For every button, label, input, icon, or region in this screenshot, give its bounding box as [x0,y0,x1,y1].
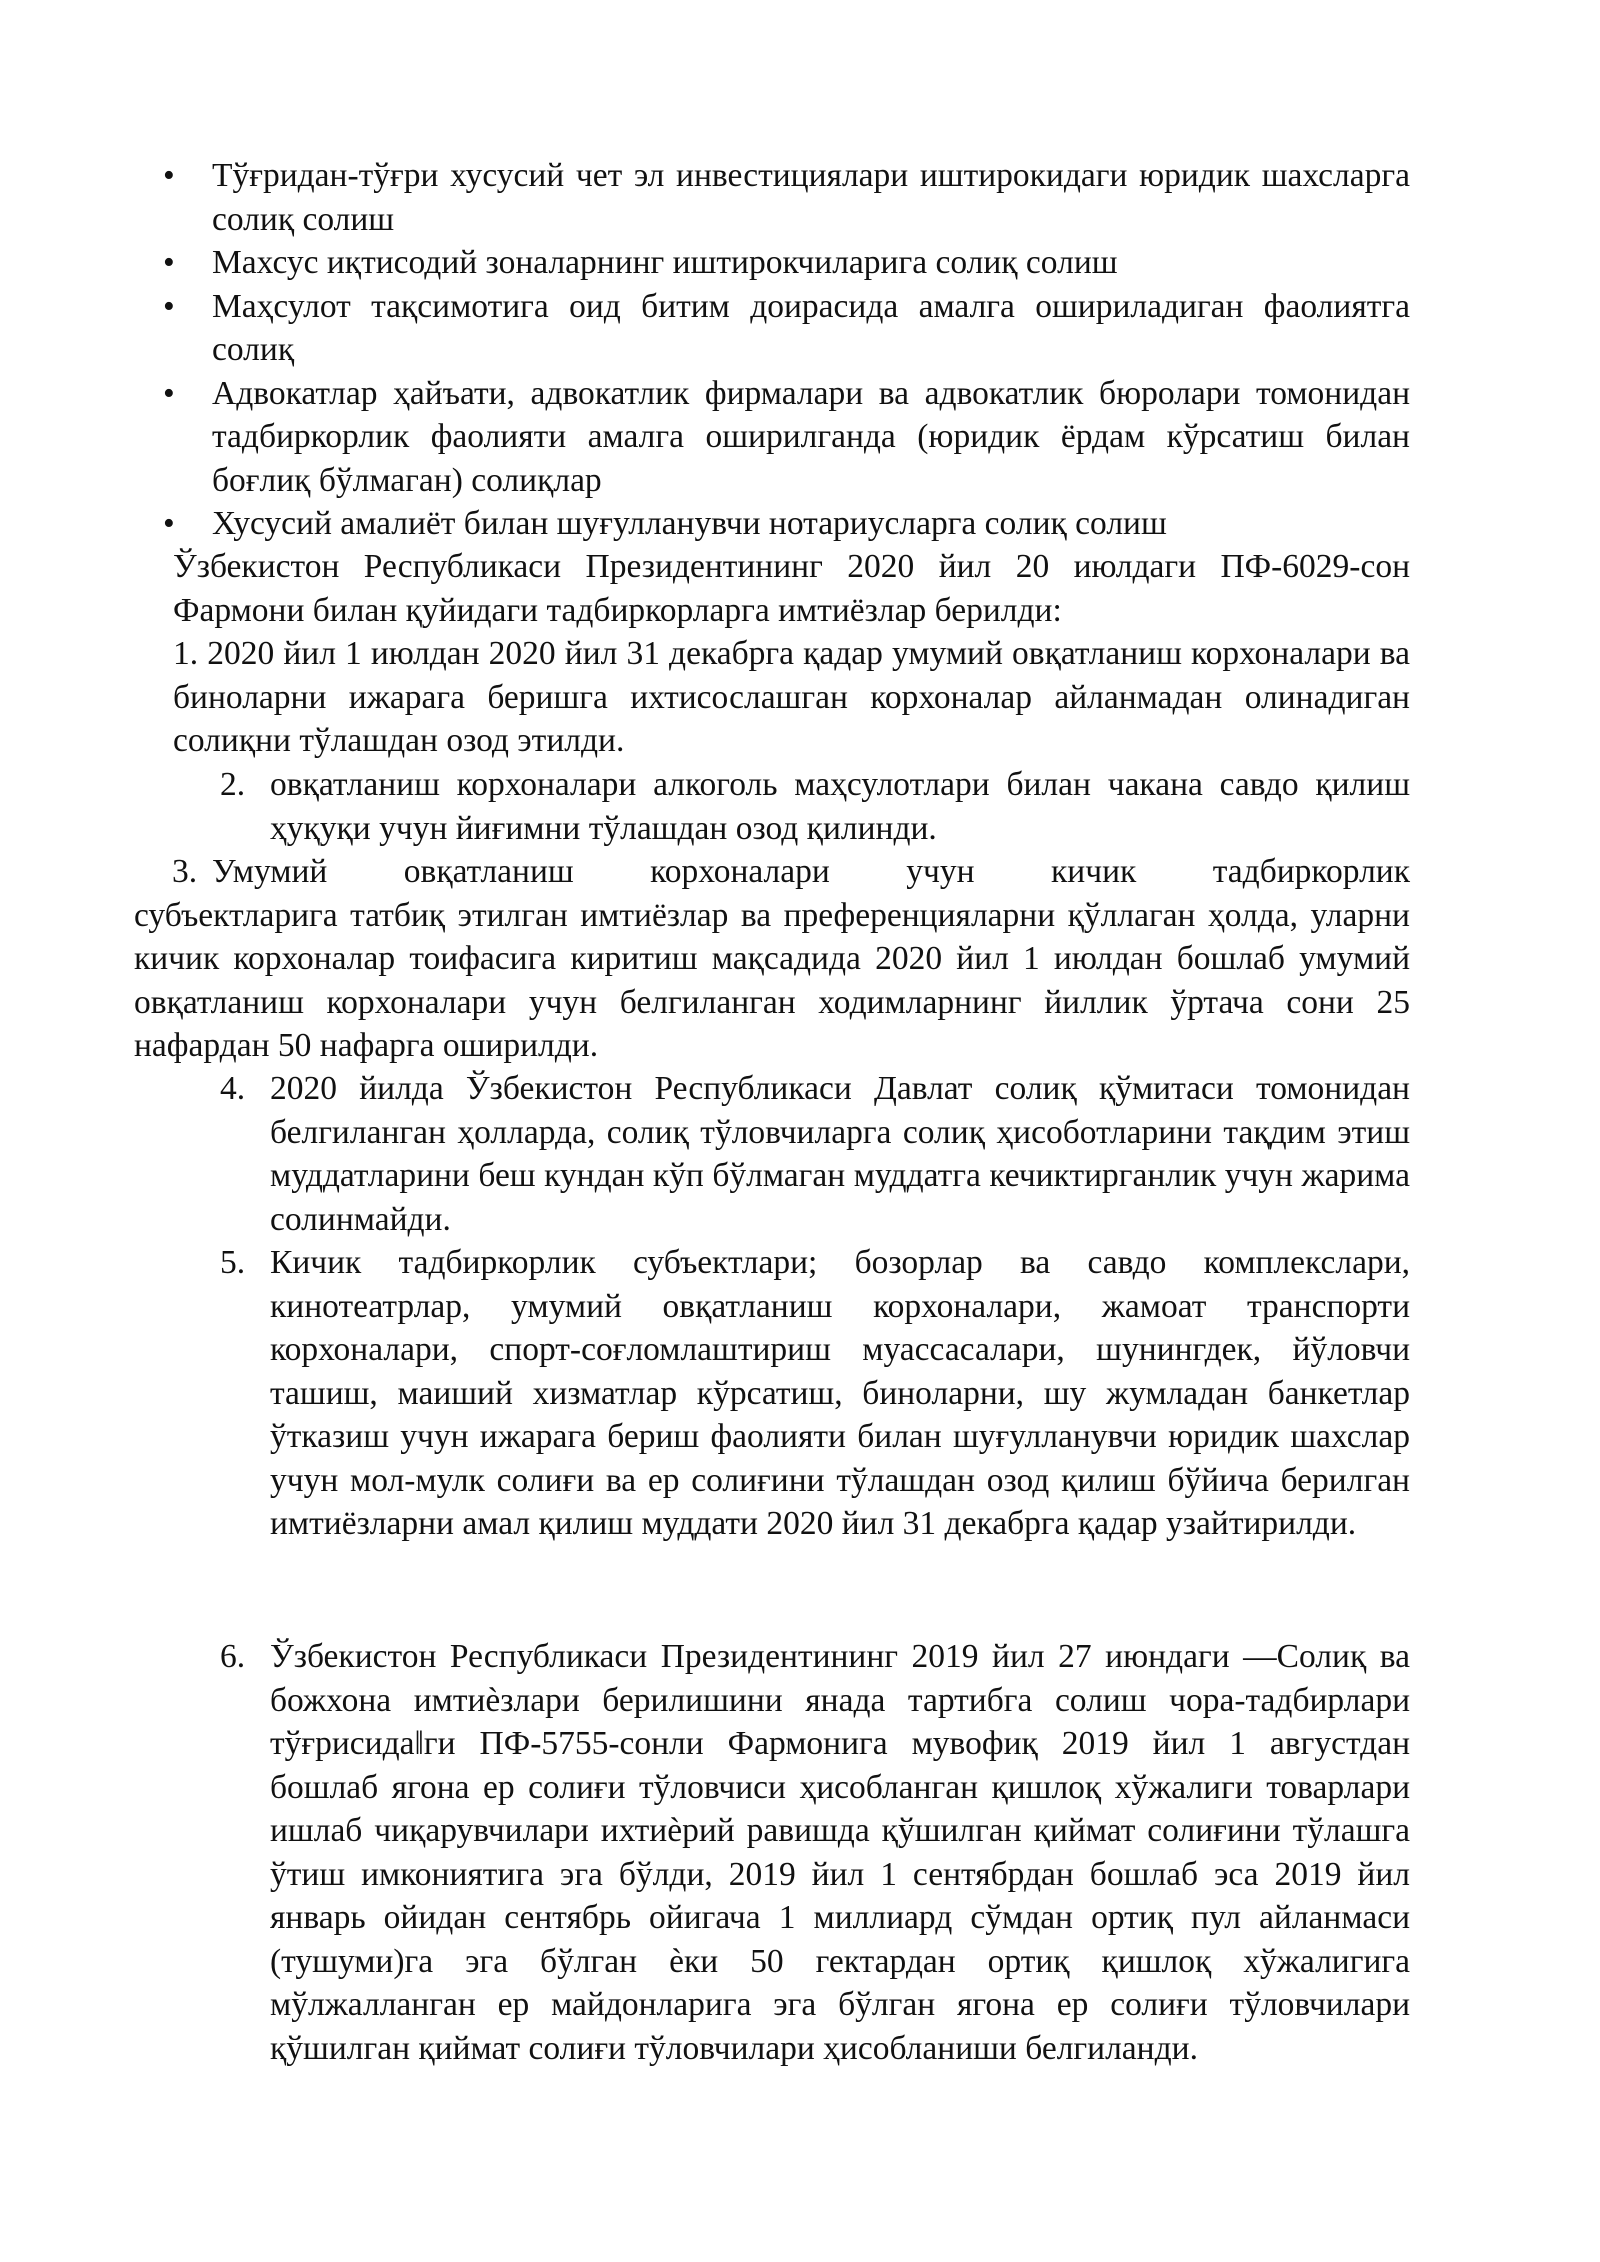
item-text: овқатланиш корхоналари алкоголь маҳсулотлари билан чакана савдо қилиш ҳуқуқи учун йиғимни тўлашдан озод қилинди. [270,766,1410,847]
item-number: 5. [220,1244,246,1281]
bullet-item: • Хусусий амалиёт билан шуғулланувчи нотариусларга солиқ солиш [160,502,1410,546]
item-text: Кичик тадбиркорлик субъектлари; бозорлар ва савдо комплекслари, кинотеатрлар, умумий овқатланиш корхоналари, жамоат транспорти корхоналари, спорт-соғломлаштириш муассасалари, шунингдек, йўловчи ташиш, маиший хизматлар кўрсатиш, биноларни, шу жумладан банкетлар ўтказиш учун ижарага бериш фаолияти билан шуғулланувчи юридик шахслар учун мол-мулк солиғи ва ер солиғини тўлашдан озод қилиш бўйича берилган имтиёзларни амал қилиш муддати 2020 йил 31 декабрга қадар узайтирилди. [270,1244,1410,1542]
numbered-item-3 [134,850,1410,1068]
numbered-item-2 [220,763,1410,850]
item-text: 2020 йилда Ўзбекистон Республикаси Давлат солиқ қўмитаси томонидан белгиланган ҳолларда, солиқ тўловчиларга солиқ ҳисоботларини тақдим этиш муддатларини беш кундан кўп бўлмаган муддатга кечиктирганлик учун жарима солинмайди. [270,1070,1410,1238]
intro-paragraph: Ўзбекистон Республикаси Президентининг 2020 йил 20 июлдаги ПФ-6029-сон Фармони билан қуйидаги тадбиркорларга имтиёзлар берилди: [173,548,1410,629]
numbered-item-5 [220,1241,1410,1546]
item-text: субъектларига татбиқ этилган имтиёзлар ва преференцияларни қўллаган ҳолда, уларни кичик корхоналар тоифасига киритиш мақсадида 2020 йил 1 июлдан бошлаб умумий овқатланиш корхоналари учун белгиланган ходимларнинг йиллик ўртача сони 25 нафардан 50 нафарга оширилди. [134,896,1410,1064]
item-number: 6. [220,1638,246,1675]
tax-regime-bullet-list [160,154,1410,546]
item-text-first-line: Умумий овқатланиш корхоналари учун кичик тадбиркорлик [212,853,1410,890]
item-number: 4. [220,1070,246,1107]
item-number: 3. [172,853,198,890]
numbered-item-1: 1. 2020 йил 1 июлдан 2020 йил 31 декабрга қадар умумий овқатланиш корхоналари ва биноларни ижарага беришга ихтисослашган корхоналар айланмадан олинадиган солиқни тўлашдан озод этилди. [173,635,1410,759]
item-number: 2. [220,766,246,803]
bullet-item: • Махсус иқтисодий зоналарнинг иштирокчиларига солиқ солиш [160,241,1410,285]
bullet-item: • Тўғридан-тўғри хусусий чет эл инвестициялари иштирокидаги юридик шахсларга солиқ солиш [160,154,1410,241]
numbered-item-4 [220,1067,1410,1241]
bullet-item: • Маҳсулот тақсимотига оид битим доирасида амалга ошириладиган фаолиятга солиқ [160,285,1410,372]
bullet-item: • Адвокатлар ҳайъати, адвокатлик фирмалари ва адвокатлик бюролари томонидан тадбиркорлик фаолияти амалга оширилганда (юридик ёрдам кўрсатиш билан боғлиқ бўлмаган) солиқлар [160,372,1410,503]
numbered-item-6 [220,1635,1410,2070]
item-text: Ўзбекистон Республикаси Президентининг 2019 йил 27 июндаги ―Солиқ ва божхона имтиѐзлари берилишини янада тартибга солиш чора-тадбирлари тўғрисида‖ги ПФ-5755-сонли Фармонига мувофиқ 2019 йил 1 августдан бошлаб ягона ер солиғи тўловчиси ҳисобланган қишлоқ хўжалиги товарлари ишлаб чиқарувчилари ихтиѐрий равишда қўшилган қиймат солиғини тўлашга ўтиш имкониятига эга бўлди, 2019 йил 1 сентябрдан бошлаб эса 2019 йил январь ойидан сентябрь ойигача 1 миллиард сўмдан ортиқ пул айланмаси (тушуми)га эга бўлган ѐки 50 гектардан ортиқ қишлоқ хўжалигига мўлжалланган ер майдонларига эга бўлган ягона ер солиғи тўловчилари қўшилган қиймат солиғи тўловчилари ҳисобланиши белгиланди. [270,1638,1410,2067]
